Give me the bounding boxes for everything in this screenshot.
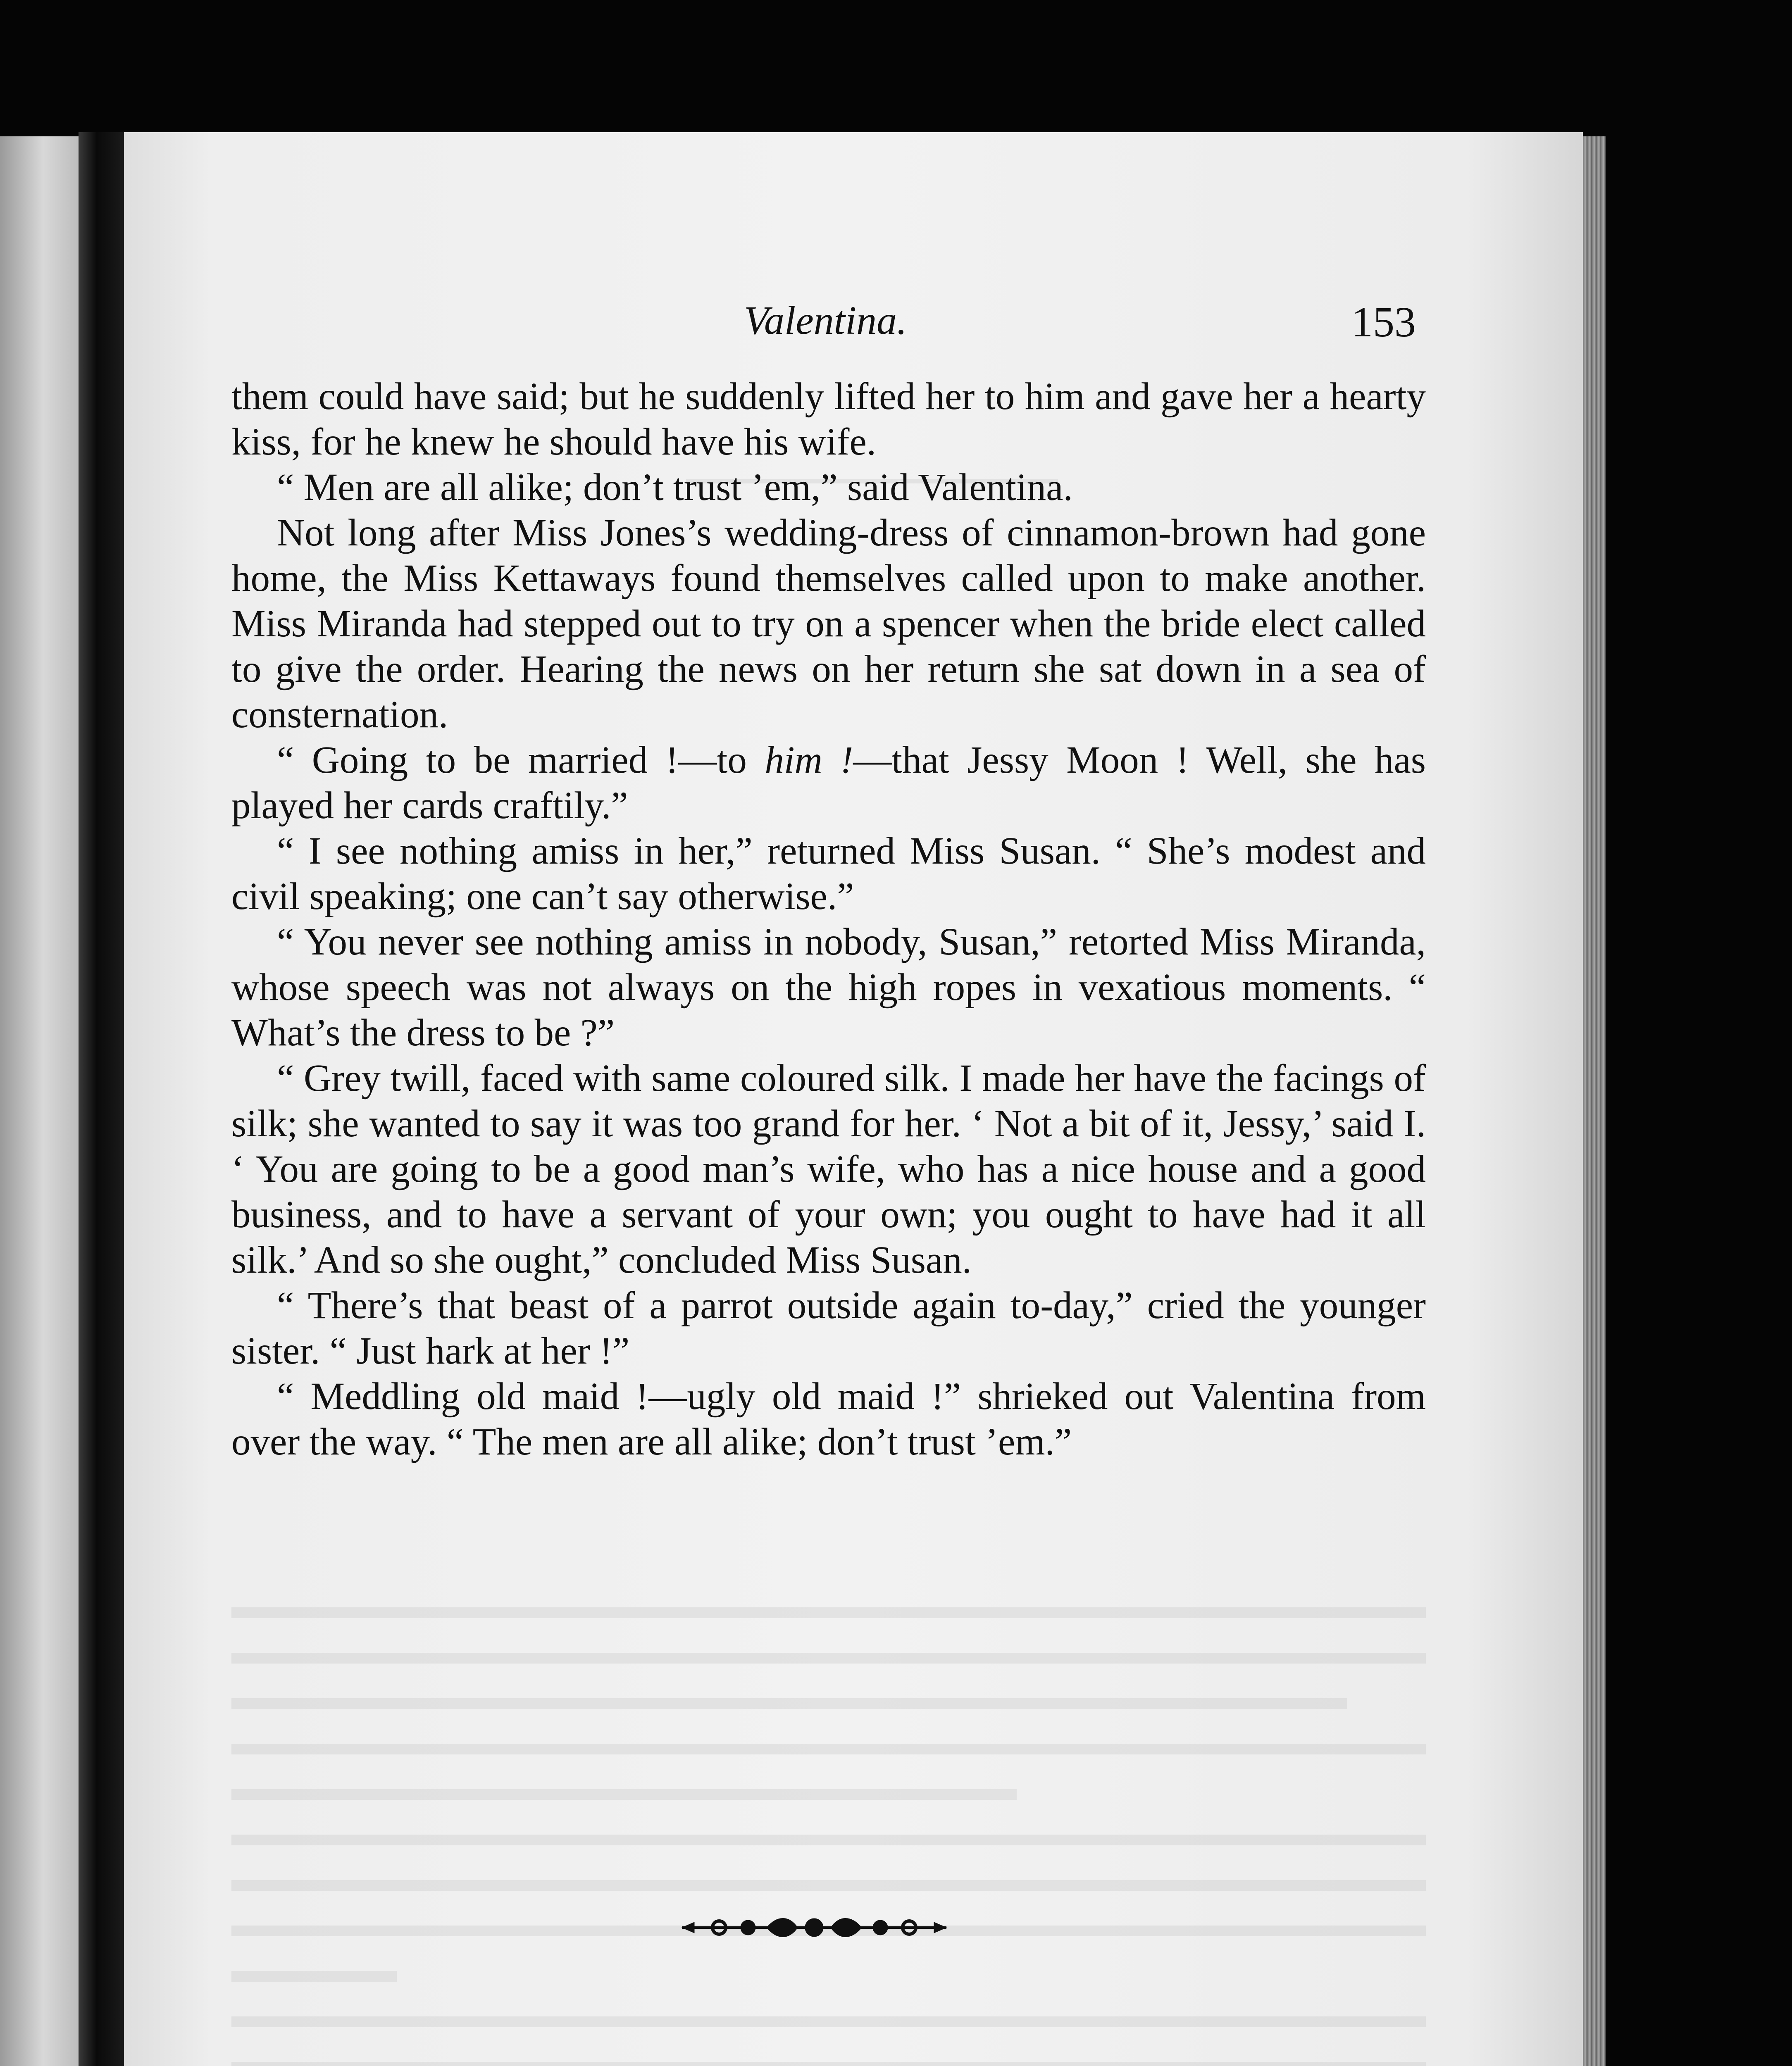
- paragraph: [231, 738, 1426, 828]
- paragraph: “ Grey twill, faced with same coloured silk. I made her have the facings of silk; she wanted to say it was too grand for her. ‘ Not a bit of it, Jessy,’ said I. ‘ You are going to be a good man’s wife, who has a nice house and a good business, and to have a servant of your own; you ought to have had it all silk.’ And so she ought,” concluded Miss Susan.: [231, 1057, 1426, 1281]
- facing-page-edge: [0, 136, 79, 2066]
- tailpiece-ornament: [678, 1913, 951, 1942]
- paragraph: “ Meddling old maid !—ugly old maid !” shrieked out Valentina from over the way. “ The men are all alike; don’t trust ’em.”: [231, 1375, 1426, 1463]
- page-stack-edge: [1583, 136, 1606, 2066]
- paragraph: “ I see nothing amiss in her,” returned Miss Susan. “ She’s modest and civil speaking; one can’t say otherwise.”: [231, 830, 1426, 918]
- italic-emphasis: him !: [765, 739, 853, 781]
- paragraph-text: —that Jessy Moon ! Well, she has played her cards craftily.”: [231, 739, 1426, 827]
- book-gutter: [79, 132, 124, 2066]
- body-text: [231, 374, 1426, 1465]
- paragraph: “ You never see nothing amiss in nobody, Susan,” retorted Miss Miranda, whose speech was not always on the high ropes in vexatious moments. “ What’s the dress to be ?”: [231, 921, 1426, 1054]
- paragraph-text: “ Going to be married !—to: [277, 739, 765, 781]
- running-head: Valentina.: [744, 298, 907, 343]
- paragraph: “ Men are all alike; don’t trust ’em,” said Valentina.: [277, 466, 1073, 509]
- paragraph: “ There’s that beast of a parrot outside again to-day,” cried the younger sister. “ Just hark at her !”: [231, 1284, 1426, 1372]
- paragraph: Not long after Miss Jones’s wedding-dress of cinnamon-brown had gone home, the Miss Kettaways found themselves called upon to make another. Miss Miranda had stepped out to try on a spencer when the bride elect called to give the order. Hearing the news on her return she sat down in a sea of consternation.: [231, 512, 1426, 736]
- paragraph: them could have said; but he suddenly lifted her to him and gave her a hearty kiss, for he knew he should have his wife.: [231, 375, 1426, 463]
- page-number: 153: [1351, 298, 1416, 346]
